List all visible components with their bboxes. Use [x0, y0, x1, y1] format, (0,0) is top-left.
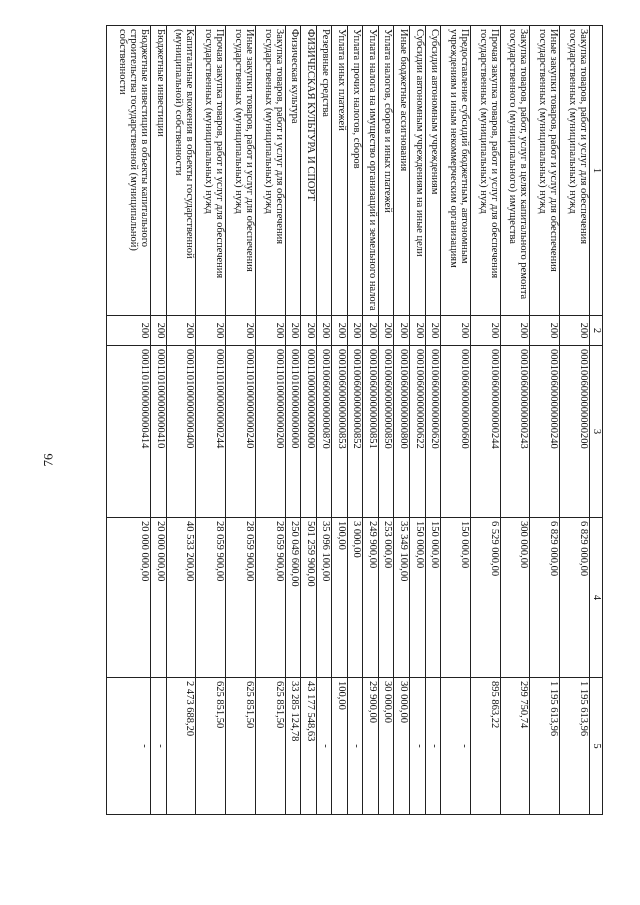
page-number: 76: [40, 453, 56, 467]
row-code-cell: 200: [560, 316, 590, 346]
row-exec-sum-cell: -: [316, 678, 332, 815]
row-kbk-cell: 0001006000000000244: [470, 346, 500, 518]
row-plan-sum-cell: 249 900,00: [363, 518, 379, 678]
row-kbk-cell: 0001006000000000853: [332, 346, 348, 518]
row-name-cell: Резервные средства: [316, 26, 332, 316]
row-kbk-cell: 0001006000000000800: [394, 346, 410, 518]
row-exec-sum-cell: 625 851,50: [196, 678, 226, 815]
row-plan-sum-cell: 20 000 000,00: [107, 518, 151, 678]
row-kbk-cell: 0001006000000000622: [410, 346, 426, 518]
row-kbk-cell: 0001006000000000243: [500, 346, 530, 518]
row-kbk-cell: 0001101000000000200: [256, 346, 286, 518]
row-kbk-cell: 0001006000000000850: [378, 346, 394, 518]
row-name-cell: Уплата налогов, сборов и иных платежей: [378, 26, 394, 316]
row-name-cell: Капитальные вложения в объекты государственной (муниципальной) собственности: [166, 26, 196, 316]
table-row: [394, 26, 410, 815]
table-row: [301, 26, 317, 815]
row-exec-sum-cell: 30 000,00: [378, 678, 394, 815]
row-kbk-cell: 0001100000000000000: [301, 346, 317, 518]
row-code-cell: 200: [378, 316, 394, 346]
row-exec-sum-cell: 33 285 124,78: [285, 678, 301, 815]
row-kbk-cell: 0001101000000000410: [151, 346, 167, 518]
table-row: [500, 26, 530, 815]
row-name-cell: Закупка товаров, работ и услуг для обеспечения государственных (муниципальных) нужд: [560, 26, 590, 316]
row-exec-sum-cell: 625 851,50: [226, 678, 256, 815]
row-exec-sum-cell: -: [425, 678, 441, 815]
row-name-cell: Прочая закупка товаров, работ и услуг для обеспечения государственных (муниципальных) нужд: [196, 26, 226, 316]
row-plan-sum-cell: 253 000,00: [378, 518, 394, 678]
row-plan-sum-cell: 28 059 900,00: [196, 518, 226, 678]
row-kbk-cell: 0001006000000000600: [441, 346, 471, 518]
row-code-cell: 200: [285, 316, 301, 346]
table-row: [256, 26, 286, 815]
row-kbk-cell: 0001006000000000851: [363, 346, 379, 518]
table-row: [285, 26, 301, 815]
row-code-cell: 200: [332, 316, 348, 346]
row-plan-sum-cell: 501 259 900,00: [301, 518, 317, 678]
row-exec-sum-cell: 299 750,74: [500, 678, 530, 815]
row-name-cell: Физическая культура: [285, 26, 301, 316]
row-exec-sum-cell: -: [410, 678, 426, 815]
row-exec-sum-cell: 100,00: [332, 678, 348, 815]
row-plan-sum-cell: 250 049 600,00: [285, 518, 301, 678]
row-plan-sum-cell: 3 000,00: [347, 518, 363, 678]
table-row: [196, 26, 226, 815]
row-exec-sum-cell: 1 195 613,96: [560, 678, 590, 815]
row-plan-sum-cell: 6 829 000,00: [560, 518, 590, 678]
table-row: [166, 26, 196, 815]
row-exec-sum-cell: 30 000,00: [394, 678, 410, 815]
row-plan-sum-cell: 20 000 000,00: [151, 518, 167, 678]
row-plan-sum-cell: 6 829 000,00: [530, 518, 560, 678]
row-name-cell: Уплата иных платежей: [332, 26, 348, 316]
budget-table: [106, 25, 603, 815]
row-kbk-cell: 0001101000000000000: [285, 346, 301, 518]
row-code-cell: 200: [394, 316, 410, 346]
row-name-cell: Иные бюджетные ассигнования: [394, 26, 410, 316]
row-kbk-cell: 0001101000000000240: [226, 346, 256, 518]
row-kbk-cell: 0001006000000000852: [347, 346, 363, 518]
table-row: [347, 26, 363, 815]
row-name-cell: ФИЗИЧЕСКАЯ КУЛЬТУРА И СПОРТ: [301, 26, 317, 316]
row-exec-sum-cell: 1 195 613,96: [530, 678, 560, 815]
row-kbk-cell: 0001101000000000244: [196, 346, 226, 518]
row-plan-sum-cell: 35 096 100,00: [316, 518, 332, 678]
header-col-1: 1: [590, 26, 603, 316]
row-code-cell: 200: [316, 316, 332, 346]
row-name-cell: Иные закупки товаров, работ и услуг для обеспечения государственных (муниципальных) нужд: [226, 26, 256, 316]
row-exec-sum-cell: -: [107, 678, 151, 815]
row-code-cell: 200: [256, 316, 286, 346]
row-name-cell: Предоставление субсидий бюджетным, автономным учреждениям и иным некоммерческим организациям: [441, 26, 471, 316]
row-plan-sum-cell: 28 059 900,00: [256, 518, 286, 678]
table-row: [425, 26, 441, 815]
row-code-cell: 200: [196, 316, 226, 346]
table-row: [530, 26, 560, 815]
row-code-cell: 200: [470, 316, 500, 346]
table-row: [332, 26, 348, 815]
row-exec-sum-cell: 2 473 688,20: [166, 678, 196, 815]
row-code-cell: 200: [151, 316, 167, 346]
table-row: [470, 26, 500, 815]
row-code-cell: 200: [425, 316, 441, 346]
row-plan-sum-cell: 150 000,00: [410, 518, 426, 678]
row-name-cell: Бюджетные инвестиции в объекты капитального строительства государственной (муниципальной) собственности: [107, 26, 151, 316]
row-code-cell: 200: [363, 316, 379, 346]
table-row: [316, 26, 332, 815]
row-name-cell: Бюджетные инвестиции: [151, 26, 167, 316]
table-row: [410, 26, 426, 815]
row-plan-sum-cell: 150 000,00: [441, 518, 471, 678]
row-kbk-cell: 0001006000000000240: [530, 346, 560, 518]
table-row: [107, 26, 151, 815]
table-row: [560, 26, 590, 815]
row-name-cell: Субсидии автономным учреждениям: [425, 26, 441, 316]
row-code-cell: 200: [410, 316, 426, 346]
row-code-cell: 200: [441, 316, 471, 346]
row-code-cell: 200: [166, 316, 196, 346]
row-code-cell: 200: [301, 316, 317, 346]
row-exec-sum-cell: -: [441, 678, 471, 815]
row-code-cell: 200: [226, 316, 256, 346]
table-row: [378, 26, 394, 815]
row-exec-sum-cell: 625 851,50: [256, 678, 286, 815]
header-col-3: 3: [590, 346, 603, 518]
header-col-5: 5: [590, 678, 603, 815]
row-name-cell: Прочая закупка товаров, работ и услуг для обеспечения государственных (муниципальных) нужд: [470, 26, 500, 316]
table-row: [363, 26, 379, 815]
row-plan-sum-cell: 150 000,00: [425, 518, 441, 678]
row-name-cell: Закупка товаров, работ и услуг для обеспечения государственных (муниципальных) нужд: [256, 26, 286, 316]
row-kbk-cell: 0001101000000000414: [107, 346, 151, 518]
row-name-cell: Уплата налога на имущество организаций и земельного налога: [363, 26, 379, 316]
row-plan-sum-cell: 35 349 100,00: [394, 518, 410, 678]
row-kbk-cell: 0001006000000000200: [560, 346, 590, 518]
row-code-cell: 200: [347, 316, 363, 346]
row-kbk-cell: 0001101000000000400: [166, 346, 196, 518]
row-exec-sum-cell: -: [347, 678, 363, 815]
row-plan-sum-cell: 100,00: [332, 518, 348, 678]
row-plan-sum-cell: 300 000,00: [500, 518, 530, 678]
header-col-2: 2: [590, 316, 603, 346]
table-row: [151, 26, 167, 815]
row-exec-sum-cell: 895 863,22: [470, 678, 500, 815]
header-col-4: 4: [590, 518, 603, 678]
row-exec-sum-cell: 43 177 548,63: [301, 678, 317, 815]
row-name-cell: Субсидии автономным учреждениям на иные цели: [410, 26, 426, 316]
header-row: [590, 26, 603, 815]
row-plan-sum-cell: 6 529 000,00: [470, 518, 500, 678]
row-kbk-cell: 0001006000000000870: [316, 346, 332, 518]
table-row: [441, 26, 471, 815]
row-code-cell: 200: [530, 316, 560, 346]
row-kbk-cell: 0001006000000000620: [425, 346, 441, 518]
table-body: [107, 26, 590, 815]
budget-table-sheet: [106, 25, 603, 814]
row-name-cell: Закупка товаров, работ, услуг в целях капитального ремонта государственного (муниципального) имущества: [500, 26, 530, 316]
row-plan-sum-cell: 28 059 900,00: [226, 518, 256, 678]
row-exec-sum-cell: -: [151, 678, 167, 815]
row-code-cell: 200: [500, 316, 530, 346]
table-row: [226, 26, 256, 815]
row-exec-sum-cell: 29 900,00: [363, 678, 379, 815]
row-name-cell: Иные закупки товаров, работ и услуг для обеспечения государственных (муниципальных) нужд: [530, 26, 560, 316]
row-code-cell: 200: [107, 316, 151, 346]
row-plan-sum-cell: 40 533 200,00: [166, 518, 196, 678]
row-name-cell: Уплата прочих налогов, сборов: [347, 26, 363, 316]
